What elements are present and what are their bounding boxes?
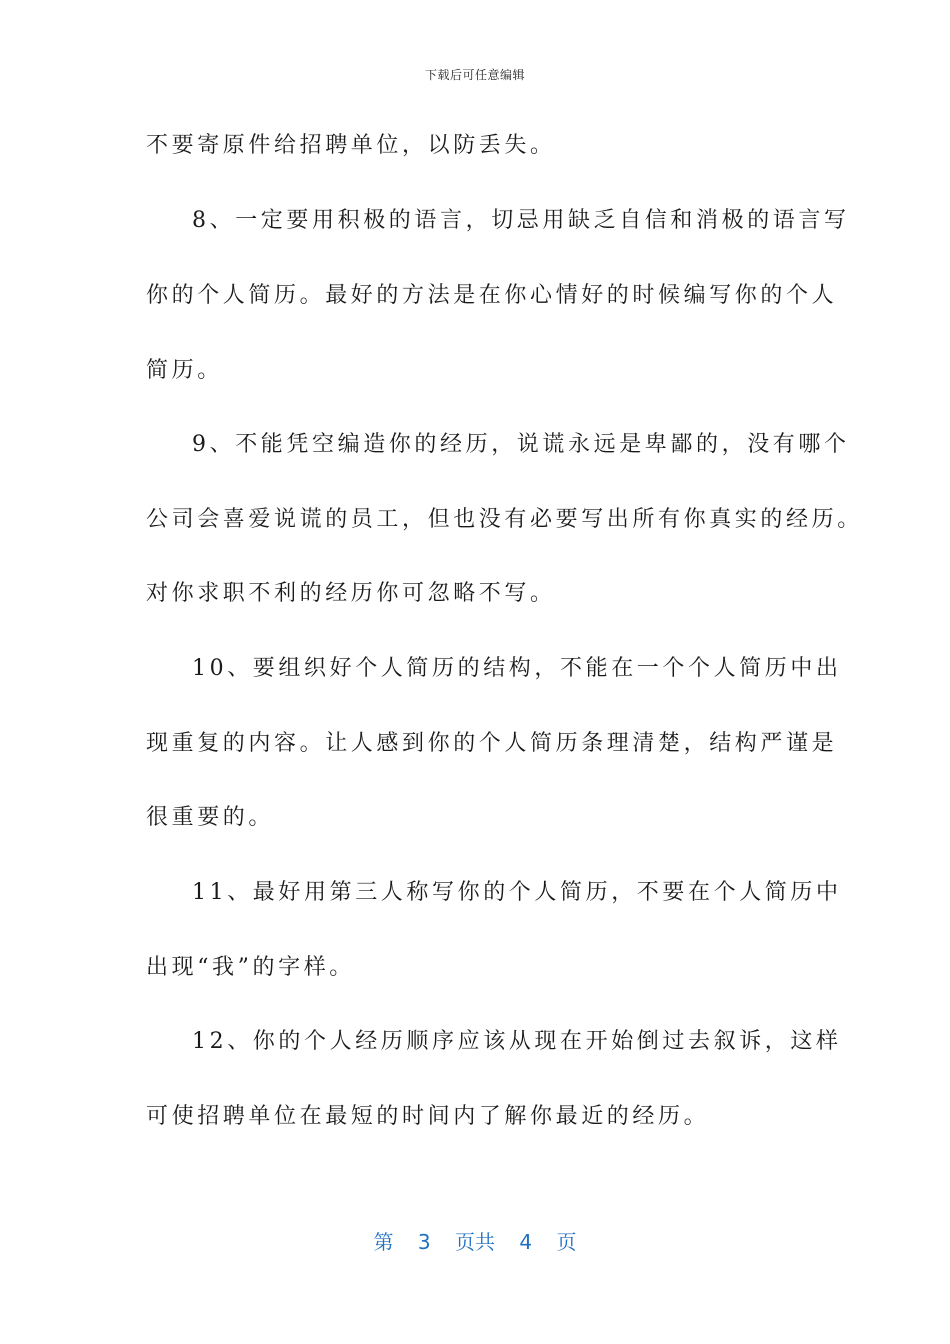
page-footer — [0, 1226, 950, 1255]
body-line: 11、最好用第三人称写你的个人简历，不要在个人简历中 — [192, 880, 842, 905]
body-line: 现重复的内容。让人感到你的个人简历条理清楚，结构严谨是 — [146, 731, 838, 756]
footer-total-pages: 4 — [519, 1230, 533, 1254]
footer-prefix: 第 — [373, 1230, 394, 1254]
footer-current-page: 3 — [417, 1230, 431, 1254]
body-line: 对你求职不利的经历你可忽略不写。 — [146, 581, 556, 606]
body-line: 你的个人简历。最好的方法是在你心情好的时候编写你的个人 — [146, 283, 838, 308]
page-header: 下载后可任意编辑 — [424, 68, 525, 82]
body-line: 简历。 — [146, 358, 223, 383]
body-line: 公司会喜爱说谎的员工，但也没有必要写出所有你真实的经历。 — [146, 507, 863, 532]
body-line: 10、要组织好个人简历的结构，不能在一个个人简历中出 — [192, 656, 842, 681]
footer-middle: 页共 — [455, 1230, 495, 1254]
body-line: 8、一定要用积极的语言，切忌用缺乏自信和消极的语言写 — [192, 208, 850, 233]
body-line: 9、不能凭空编造你的经历，说谎永远是卑鄙的，没有哪个 — [192, 432, 850, 457]
body-line: 不要寄原件给招聘单位，以防丢失。 — [146, 133, 556, 158]
body-line: 可使招聘单位在最短的时间内了解你最近的经历。 — [146, 1104, 710, 1129]
body-line: 12、你的个人经历顺序应该从现在开始倒过去叙诉，这样 — [192, 1029, 842, 1054]
footer-suffix: 页 — [556, 1230, 577, 1254]
body-line: 出现“我”的字样。 — [146, 955, 355, 980]
body-line: 很重要的。 — [146, 805, 275, 830]
